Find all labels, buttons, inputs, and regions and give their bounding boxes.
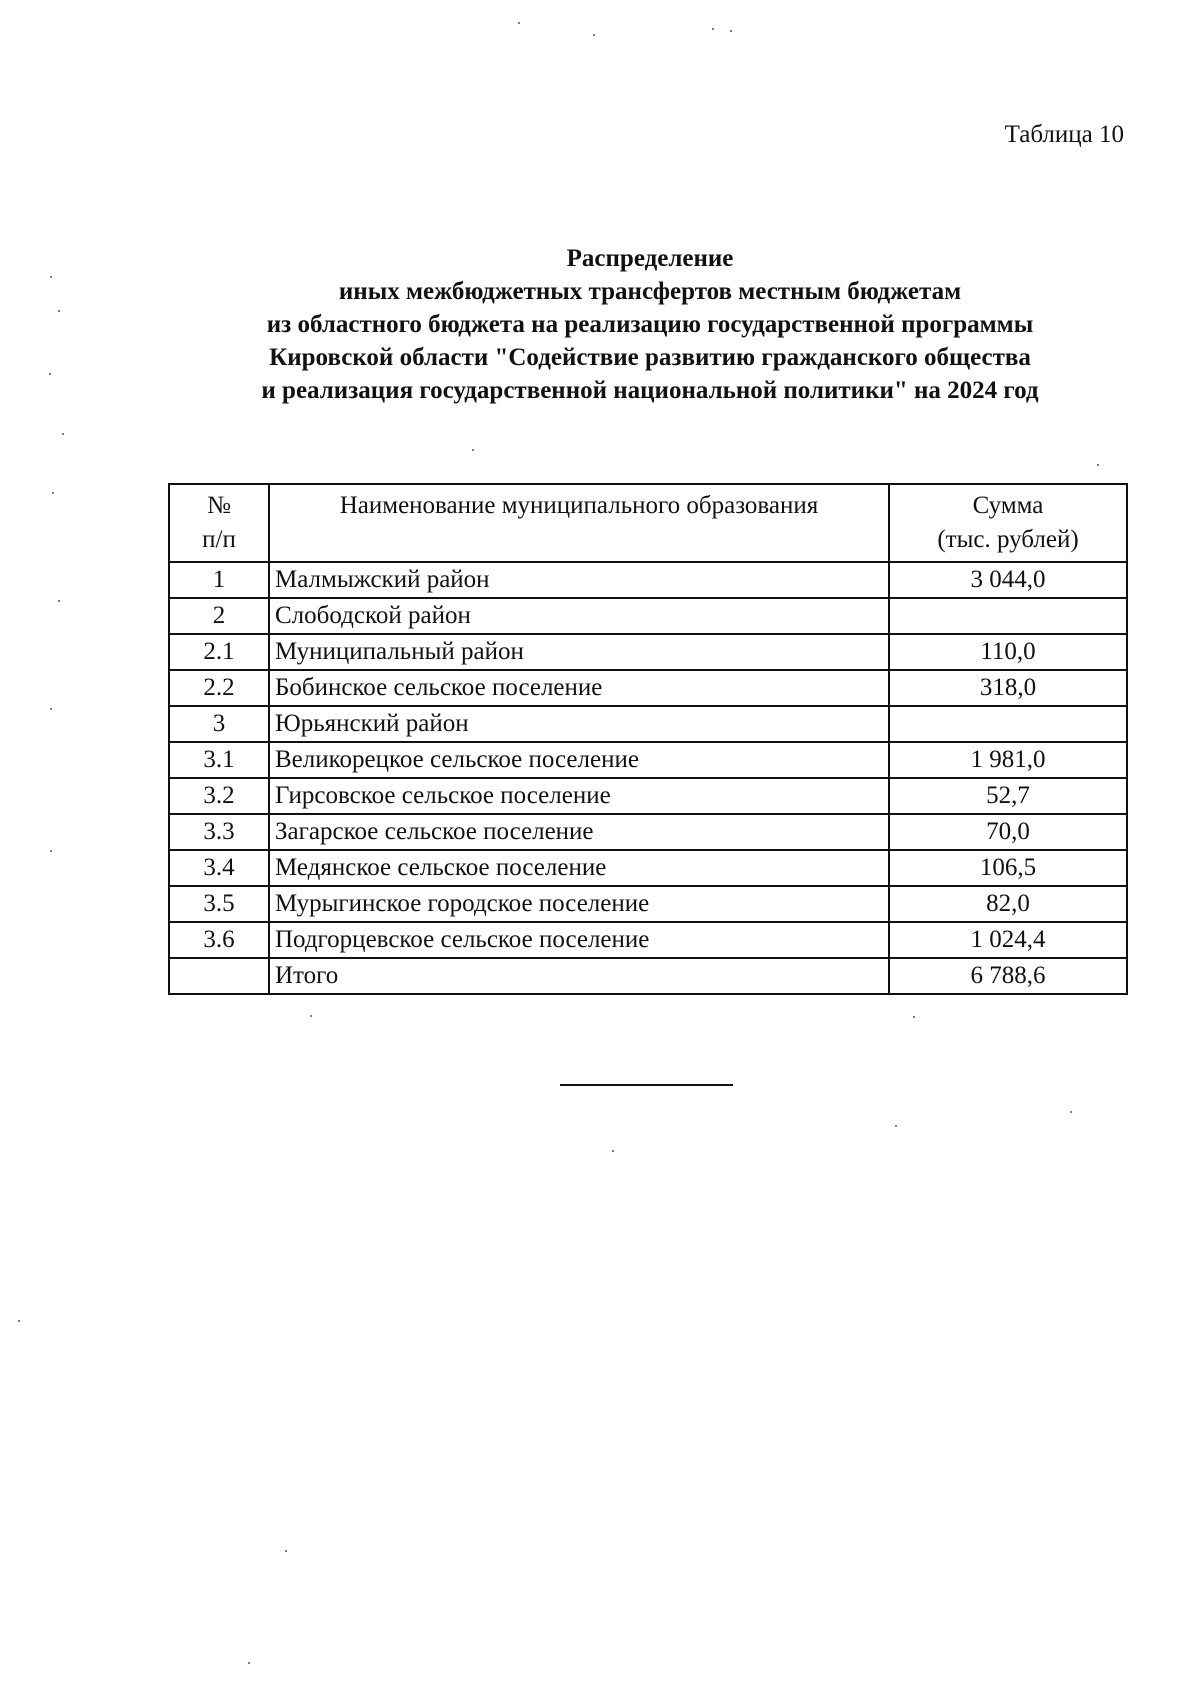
scan-speck (895, 1125, 897, 1127)
scan-speck (1070, 1111, 1072, 1113)
table-row (169, 850, 1127, 886)
title-line: иных межбюджетных трансфертов местным бюджетам (338, 278, 962, 305)
row-name: Загарское сельское поселение (269, 814, 889, 850)
table-row (169, 742, 1127, 778)
table-row (169, 814, 1127, 850)
row-sum: 82,0 (889, 886, 1127, 922)
row-sum (889, 706, 1127, 742)
table-row (169, 886, 1127, 922)
row-name: Слободской район (269, 598, 889, 634)
row-num: 3 (169, 706, 269, 742)
row-num: 3.2 (169, 778, 269, 814)
row-sum: 110,0 (889, 634, 1127, 670)
row-name: Юрьянский район (269, 706, 889, 742)
row-num: 2.2 (169, 670, 269, 706)
row-name: Малмыжский район (269, 562, 889, 598)
row-name: Медянское сельское поселение (269, 850, 889, 886)
title-line: и реализация государственной национальной политики" на 2024 год (261, 377, 1039, 404)
allocation-table (168, 483, 1128, 995)
table-body (169, 562, 1127, 994)
table-label: Таблица 10 (1004, 121, 1124, 148)
header-sum-line1: Сумма (972, 492, 1044, 519)
header-num-line1: № (207, 492, 231, 519)
header-name-text: Наименование муниципального образования (339, 492, 819, 519)
total-label: Итого (269, 958, 889, 994)
header-num (169, 484, 269, 562)
row-name: Мурыгинское городское поселение (269, 886, 889, 922)
scan-speck (712, 28, 714, 30)
scan-speck (248, 1662, 250, 1664)
scan-speck (52, 492, 54, 494)
row-sum: 3 044,0 (889, 562, 1127, 598)
row-num: 2 (169, 598, 269, 634)
scan-speck (518, 22, 520, 24)
row-num: 3.5 (169, 886, 269, 922)
row-num: 1 (169, 562, 269, 598)
total-sum: 6 788,6 (889, 958, 1127, 994)
row-sum: 1 981,0 (889, 742, 1127, 778)
row-sum: 318,0 (889, 670, 1127, 706)
row-num: 3.6 (169, 922, 269, 958)
scan-speck (49, 373, 51, 375)
table-row (169, 670, 1127, 706)
scan-speck (285, 1550, 287, 1552)
total-row (169, 958, 1127, 994)
row-num: 3.1 (169, 742, 269, 778)
scan-speck (593, 34, 595, 36)
scan-speck (50, 850, 52, 852)
end-of-document-rule (560, 1084, 733, 1086)
scan-speck (50, 708, 52, 710)
scan-speck (310, 1015, 312, 1017)
scan-speck (913, 1016, 915, 1018)
scan-speck (58, 310, 60, 312)
row-sum: 52,7 (889, 778, 1127, 814)
row-num: 3.4 (169, 850, 269, 886)
title-line: Кировской области "Содействие развитию гражданского общества (269, 344, 1031, 371)
header-num-line2: п/п (202, 526, 236, 553)
row-num: 3.3 (169, 814, 269, 850)
total-num (169, 958, 269, 994)
scan-speck (62, 433, 64, 435)
row-name: Гирсовское сельское поселение (269, 778, 889, 814)
row-name: Великорецкое сельское поселение (269, 742, 889, 778)
table-row (169, 562, 1127, 598)
title-line: из областного бюджета на реализацию государственной программы (266, 311, 1034, 338)
row-sum: 1 024,4 (889, 922, 1127, 958)
row-sum: 106,5 (889, 850, 1127, 886)
header-sum-line2: (тыс. рублей) (937, 526, 1079, 553)
scan-speck (58, 600, 60, 602)
header-name (269, 484, 889, 562)
table-row (169, 778, 1127, 814)
row-num: 2.1 (169, 634, 269, 670)
scan-speck (50, 276, 52, 278)
header-sum (889, 484, 1127, 562)
row-name: Муниципальный район (269, 634, 889, 670)
row-name: Бобинское сельское поселение (269, 670, 889, 706)
row-sum: 70,0 (889, 814, 1127, 850)
scan-speck (472, 449, 474, 451)
scan-speck (612, 1150, 614, 1152)
document-title (150, 242, 1150, 407)
table-row (169, 598, 1127, 634)
scan-speck (730, 30, 732, 32)
table-row (169, 634, 1127, 670)
scan-speck (1097, 464, 1099, 466)
scan-speck (18, 1320, 20, 1322)
row-name: Подгорцевское сельское поселение (269, 922, 889, 958)
title-line: Распределение (566, 245, 734, 272)
table-row (169, 922, 1127, 958)
table-header-row (169, 484, 1127, 562)
row-sum (889, 598, 1127, 634)
table-row (169, 706, 1127, 742)
